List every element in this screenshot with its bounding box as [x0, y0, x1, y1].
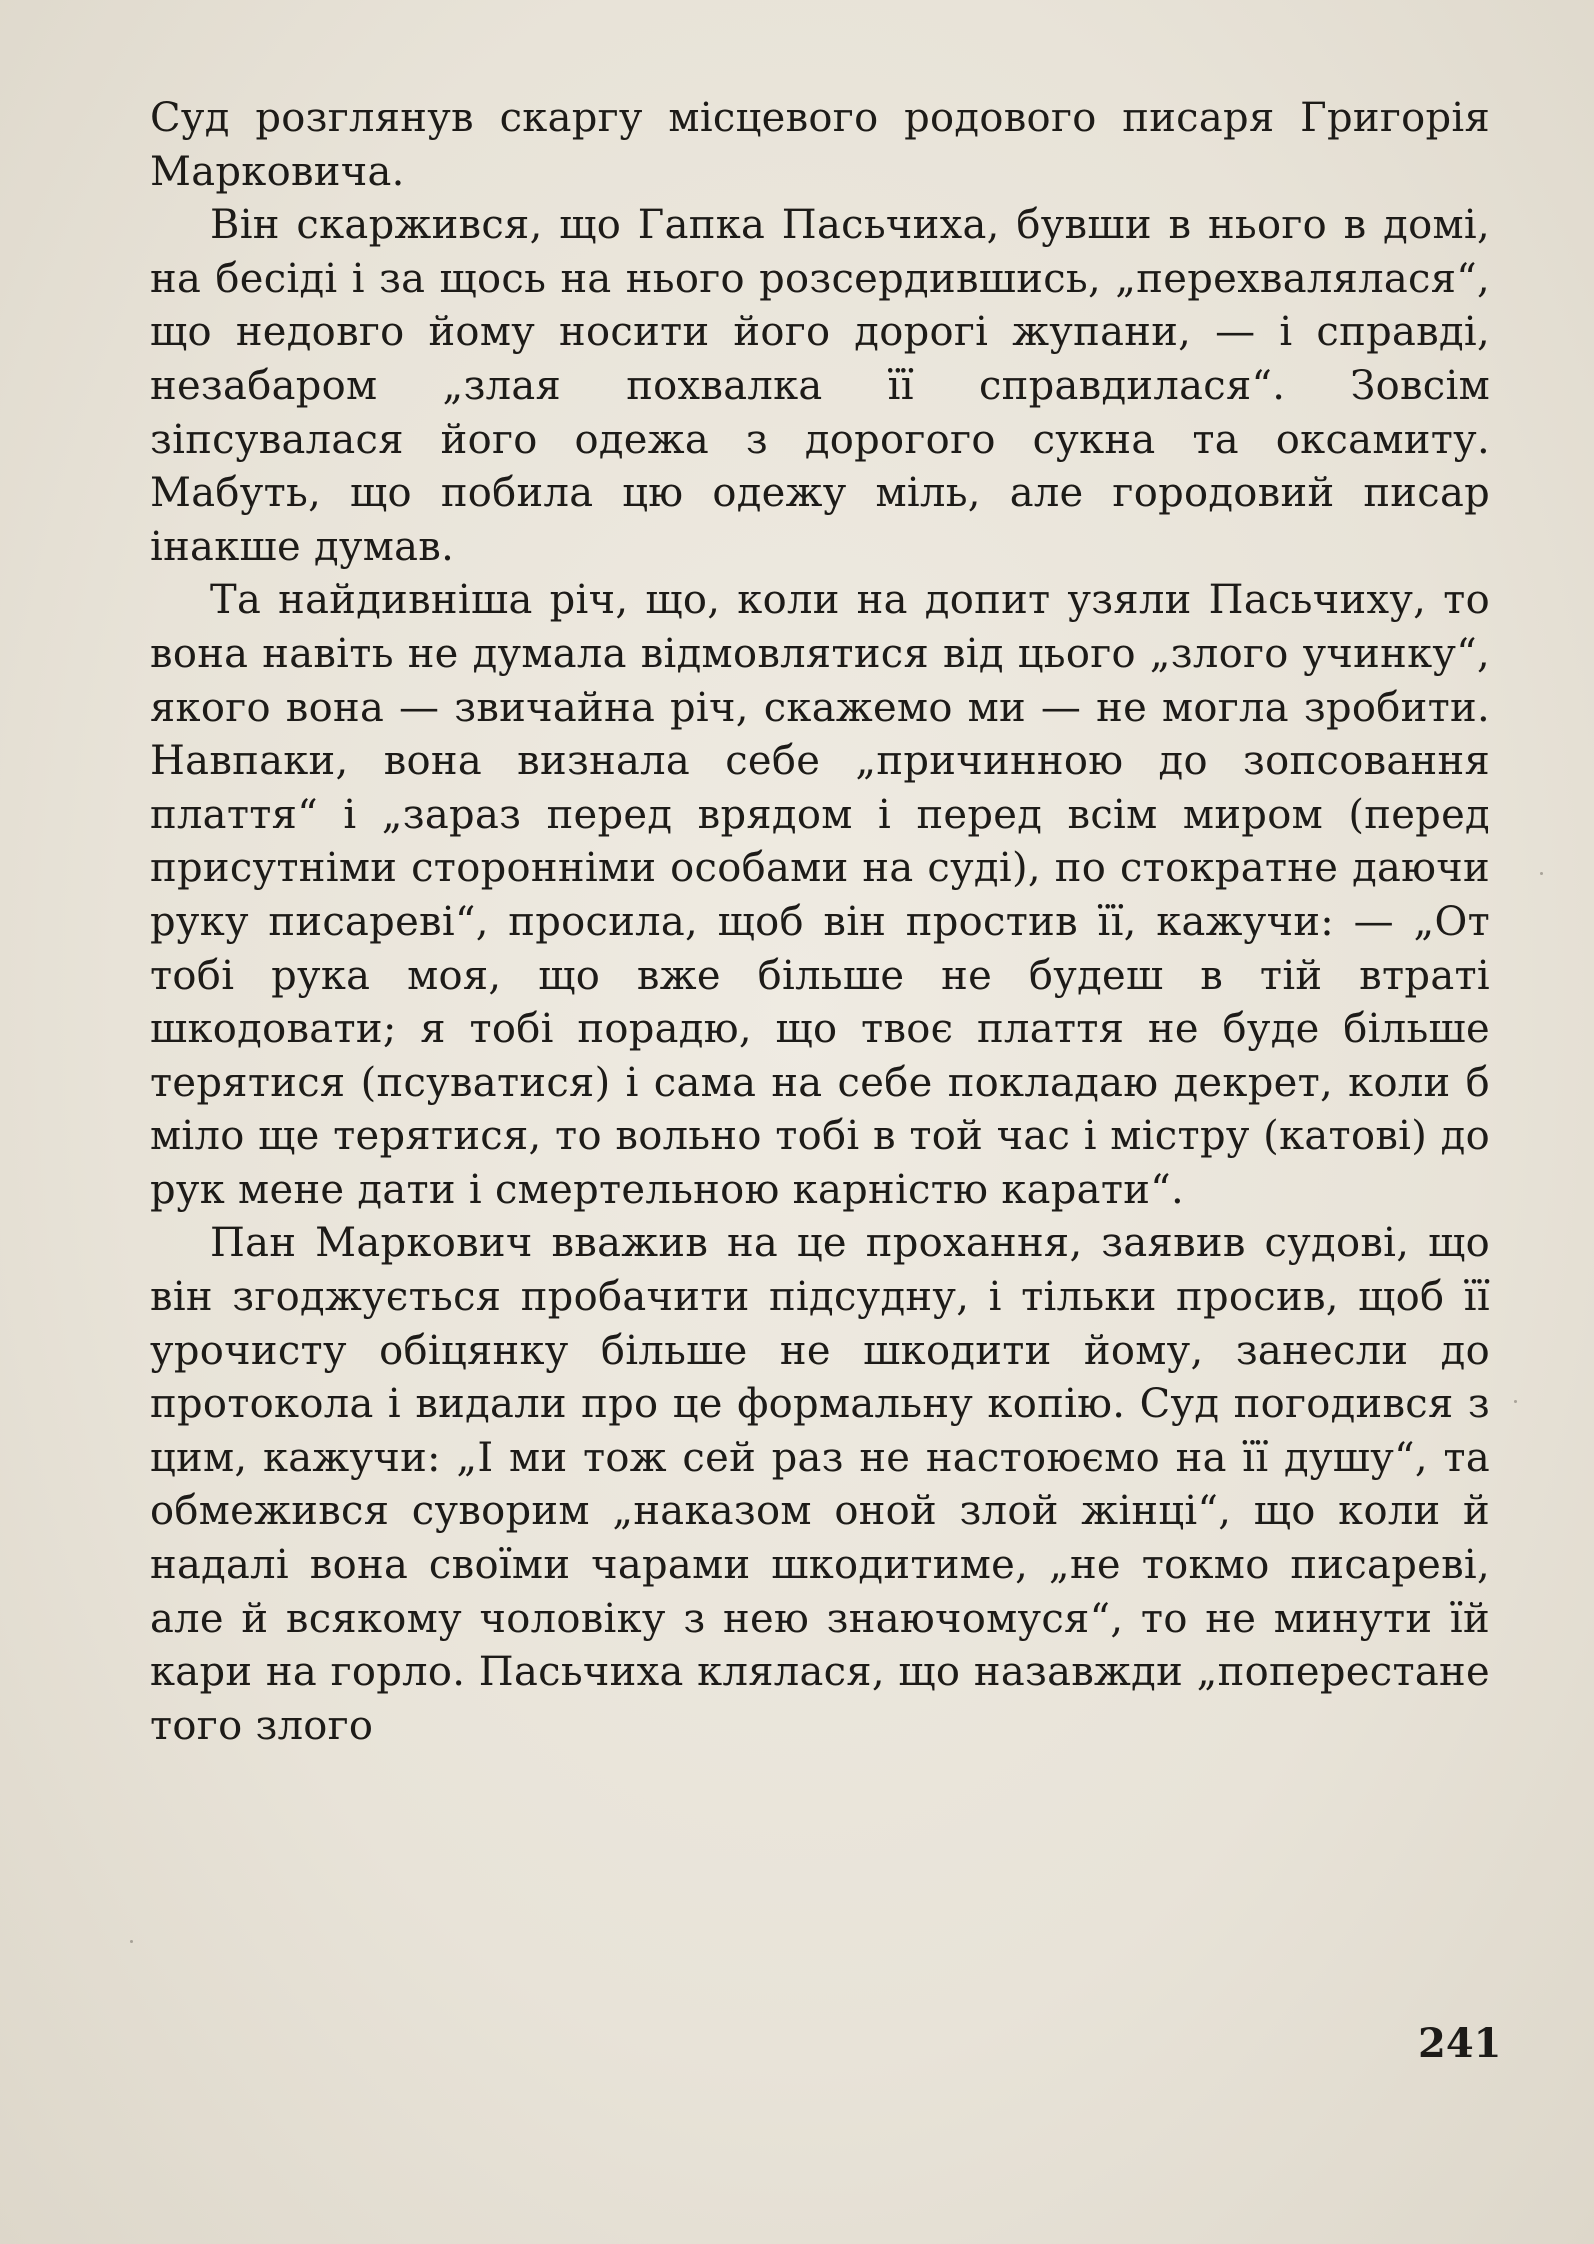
paragraph-1: Суд розглянув скаргу місцевого родового писаря Григорія Марковича. [150, 95, 1490, 195]
paragraph-3: Та найдивніша річ, що, коли на допит узяли Пасьчиху, то вона навіть не думала відмовлятися від цього „злого учинку“, якого вона — звичайна річ, скажемо ми — не могла зробити. Навпаки, вона визнала себе „причинною до зопсовання плаття“ і „зараз перед врядом і перед всім миром (перед присутніми сторонніми особами на суді), по стократне даючи руку писареві“, просила, щоб він простив її, кажучи: — „От тобі рука моя, що вже більше не будеш в тій втраті шкодовати; я тобі порадю, що твоє плаття не буде більше терятися (псуватися) і сама на себе покладаю декрет, коли б міло ще терятися, то вольно тобі в той час і містру (катові) до рук мене дати і смертельною карністю карати“. [150, 577, 1490, 1213]
paragraph-2: Він скаржився, що Гапка Пасьчиха, бувши в нього в домі, на бесіді і за щось на нього розсердившись, „перехвалялася“, що недовго йому носити його дорогі жупани, — і справді, незабаром „злая похвалка її справдилася“. Зовсім зіпсувалася його одежа з дорогого сукна та оксамиту. Мабуть, що побила цю одежу міль, але городовий писар інакше думав. [150, 202, 1490, 570]
body-text [150, 92, 1490, 1753]
paper-speck [1514, 1400, 1517, 1403]
paper-speck [1540, 872, 1543, 875]
paper-speck [130, 1940, 133, 1943]
page-number: 241 [1418, 2020, 1502, 2067]
paragraph-4: Пан Маркович вважив на це прохання, заявив судові, що він згоджується пробачити підсудну, і тільки просив, щоб її урочисту обіцянку більше не шкодити йому, занесли до протокола і видали про це формальну копію. Суд погодився з цим, кажучи: „І ми тож сей раз не настоюємо на її душу“, та обмежився суворим „наказом оной злой жінці“, що коли й надалі вона своїми чарами шкодитиме, „не токмо писареві, але й всякому чоловіку з нею знаючомуся“, то не минути їй кари на горло. Пасьчиха клялася, що назавжди „поперестане того злого [150, 1220, 1490, 1749]
